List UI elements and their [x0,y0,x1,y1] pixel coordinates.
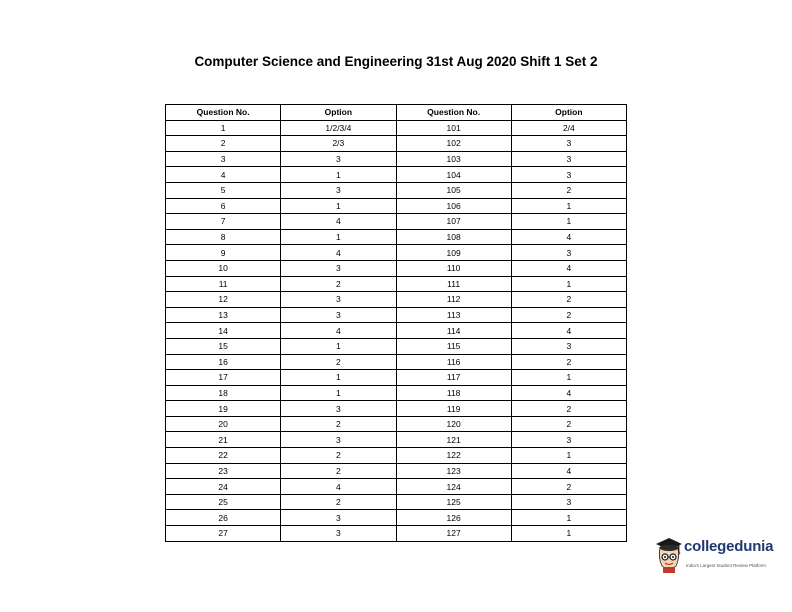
table-row [166,292,627,308]
option-cell: 3 [281,510,396,526]
header-question-no-1: Question No. [166,105,281,121]
graduate-mascot-icon [652,536,686,576]
question-no-cell: 2 [166,136,281,152]
question-no-cell: 120 [396,416,511,432]
table-row [166,136,627,152]
header-option-1: Option [281,105,396,121]
table-row [166,370,627,386]
answer-key-table [165,104,627,542]
option-cell: 1 [281,370,396,386]
table-body [166,120,627,541]
logo-wordmark: collegedunia [684,538,774,555]
question-no-cell: 106 [396,198,511,214]
option-cell: 4 [281,245,396,261]
question-no-cell: 6 [166,198,281,214]
question-no-cell: 26 [166,510,281,526]
question-no-cell: 21 [166,432,281,448]
table-row [166,432,627,448]
option-cell: 1 [281,229,396,245]
question-no-cell: 108 [396,229,511,245]
question-no-cell: 125 [396,494,511,510]
question-no-cell: 126 [396,510,511,526]
question-no-cell: 115 [396,338,511,354]
option-cell: 2 [281,416,396,432]
question-no-cell: 15 [166,338,281,354]
option-cell: 1 [511,510,626,526]
table-row [166,198,627,214]
option-cell: 4 [281,323,396,339]
option-cell: 4 [511,385,626,401]
table-row [166,307,627,323]
question-no-cell: 107 [396,214,511,230]
option-cell: 2 [511,416,626,432]
question-no-cell: 12 [166,292,281,308]
question-no-cell: 110 [396,260,511,276]
question-no-cell: 13 [166,307,281,323]
question-no-cell: 119 [396,401,511,417]
table-row [166,120,627,136]
question-no-cell: 114 [396,323,511,339]
table-row [166,214,627,230]
question-no-cell: 123 [396,463,511,479]
option-cell: 3 [281,260,396,276]
table-header-row [166,105,627,121]
table-row [166,479,627,495]
table-row [166,494,627,510]
option-cell: 1 [281,198,396,214]
table-row [166,276,627,292]
table-row [166,354,627,370]
header-question-no-2: Question No. [396,105,511,121]
option-cell: 1 [511,214,626,230]
option-cell: 2 [281,276,396,292]
option-cell: 2 [281,354,396,370]
question-no-cell: 4 [166,167,281,183]
question-no-cell: 116 [396,354,511,370]
option-cell: 2 [511,479,626,495]
question-no-cell: 118 [396,385,511,401]
question-no-cell: 104 [396,167,511,183]
question-no-cell: 3 [166,151,281,167]
table-row [166,510,627,526]
question-no-cell: 102 [396,136,511,152]
question-no-cell: 7 [166,214,281,230]
option-cell: 4 [511,463,626,479]
question-no-cell: 10 [166,260,281,276]
table-row [166,260,627,276]
option-cell: 2 [281,494,396,510]
question-no-cell: 111 [396,276,511,292]
question-no-cell: 101 [396,120,511,136]
question-no-cell: 103 [396,151,511,167]
option-cell: 1 [281,385,396,401]
question-no-cell: 109 [396,245,511,261]
question-no-cell: 5 [166,182,281,198]
table-row [166,245,627,261]
option-cell: 1 [511,448,626,464]
option-cell: 4 [511,229,626,245]
option-cell: 3 [511,245,626,261]
table-row [166,448,627,464]
option-cell: 2 [281,463,396,479]
option-cell: 4 [511,323,626,339]
question-no-cell: 23 [166,463,281,479]
option-cell: 2 [511,401,626,417]
option-cell: 1 [511,276,626,292]
question-no-cell: 11 [166,276,281,292]
option-cell: 2/3 [281,136,396,152]
question-no-cell: 24 [166,479,281,495]
logo-tagline: India's Largest Student Review Platform [686,563,766,568]
question-no-cell: 113 [396,307,511,323]
table-row [166,463,627,479]
question-no-cell: 22 [166,448,281,464]
option-cell: 1 [511,198,626,214]
question-no-cell: 17 [166,370,281,386]
question-no-cell: 8 [166,229,281,245]
question-no-cell: 127 [396,526,511,542]
table-row [166,167,627,183]
option-cell: 3 [511,167,626,183]
option-cell: 2 [511,292,626,308]
question-no-cell: 124 [396,479,511,495]
question-no-cell: 25 [166,494,281,510]
question-no-cell: 122 [396,448,511,464]
question-no-cell: 14 [166,323,281,339]
question-no-cell: 1 [166,120,281,136]
question-no-cell: 19 [166,401,281,417]
question-no-cell: 105 [396,182,511,198]
option-cell: 1 [511,526,626,542]
option-cell: 2/4 [511,120,626,136]
question-no-cell: 112 [396,292,511,308]
option-cell: 4 [511,260,626,276]
table-row [166,338,627,354]
option-cell: 3 [281,307,396,323]
table-row [166,416,627,432]
option-cell: 1/2/3/4 [281,120,396,136]
question-no-cell: 9 [166,245,281,261]
table-row [166,401,627,417]
table-row [166,182,627,198]
option-cell: 2 [511,307,626,323]
option-cell: 3 [281,432,396,448]
option-cell: 1 [281,167,396,183]
option-cell: 3 [281,526,396,542]
option-cell: 4 [281,479,396,495]
page-title: Computer Science and Engineering 31st Aug 2020 Shift 1 Set 2 [194,54,598,69]
table-row [166,385,627,401]
question-no-cell: 20 [166,416,281,432]
option-cell: 3 [511,494,626,510]
option-cell: 3 [511,136,626,152]
header-option-2: Option [511,105,626,121]
table-row [166,151,627,167]
option-cell: 1 [281,338,396,354]
option-cell: 2 [511,354,626,370]
question-no-cell: 27 [166,526,281,542]
option-cell: 3 [281,401,396,417]
question-no-cell: 16 [166,354,281,370]
question-no-cell: 121 [396,432,511,448]
table-row [166,229,627,245]
option-cell: 3 [511,151,626,167]
question-no-cell: 117 [396,370,511,386]
option-cell: 3 [511,338,626,354]
option-cell: 3 [281,292,396,308]
option-cell: 3 [281,182,396,198]
table-row [166,526,627,542]
question-no-cell: 18 [166,385,281,401]
option-cell: 2 [281,448,396,464]
option-cell: 1 [511,370,626,386]
option-cell: 2 [511,182,626,198]
option-cell: 3 [511,432,626,448]
table-row [166,323,627,339]
option-cell: 3 [281,151,396,167]
option-cell: 4 [281,214,396,230]
